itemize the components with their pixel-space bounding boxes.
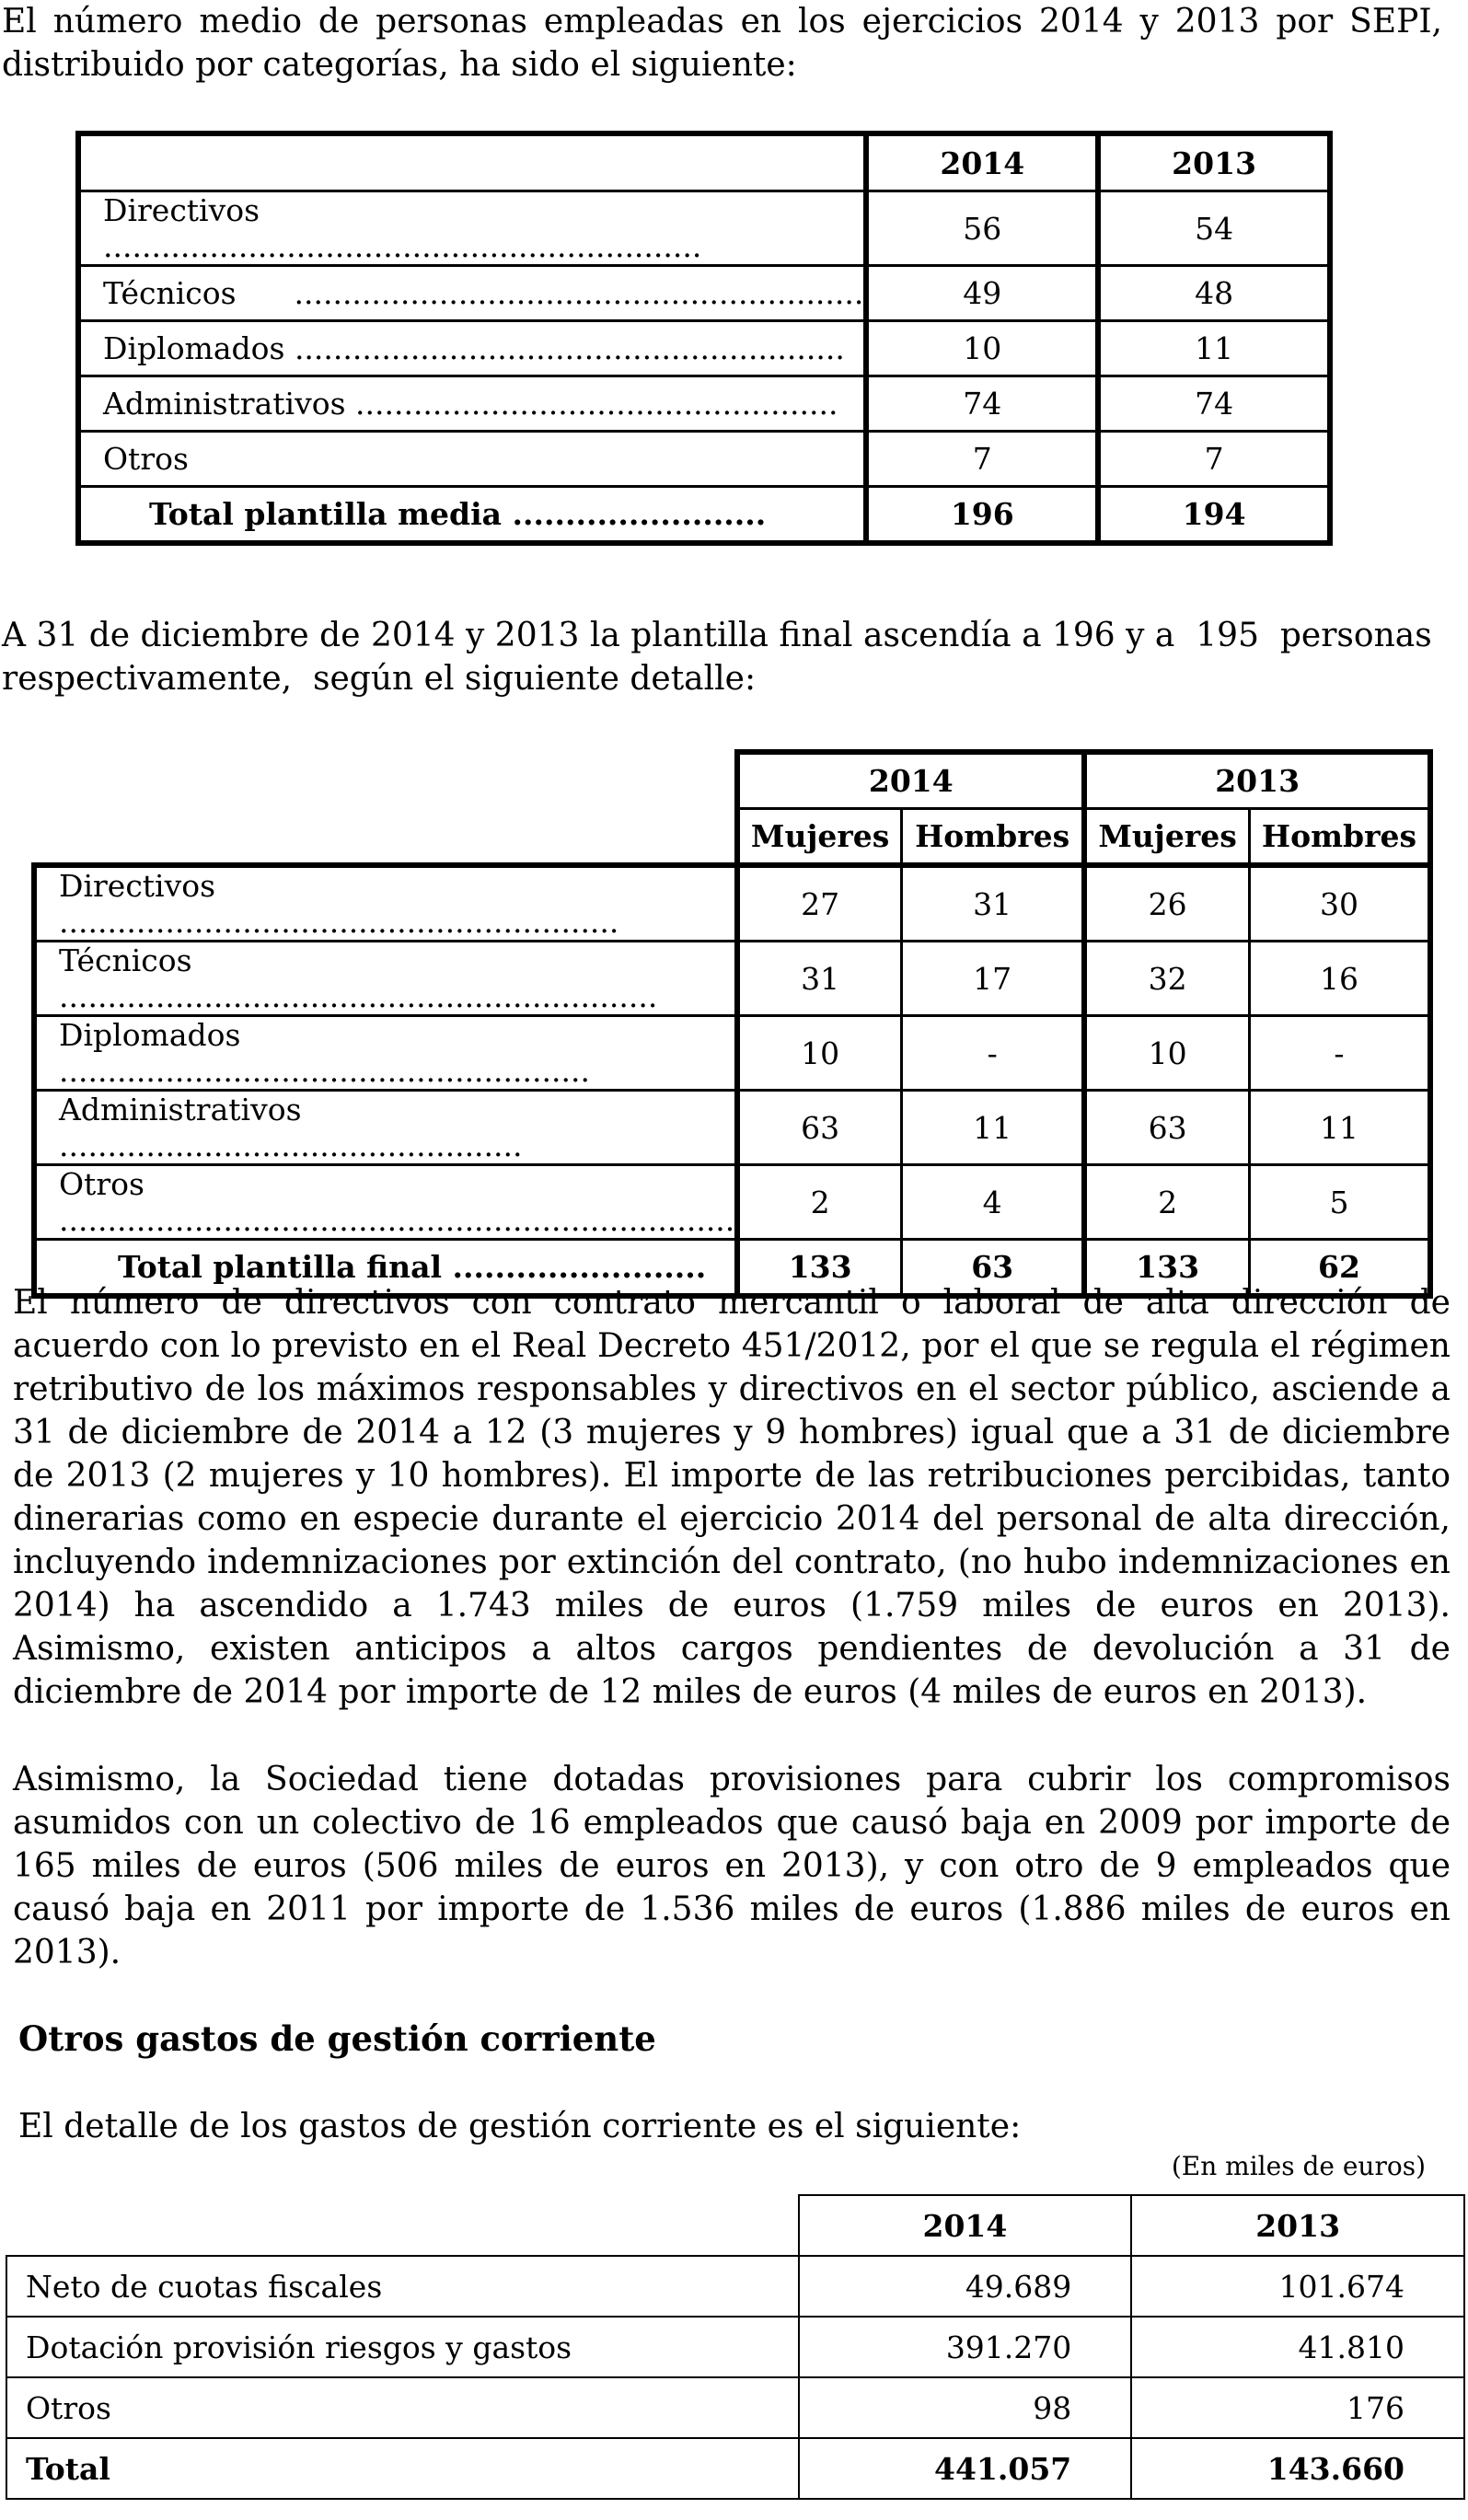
intro-paragraph-3: El detalle de los gastos de gestión corriente es el siguiente: — [18, 2108, 1022, 2145]
table-row — [34, 942, 1430, 1016]
row-label: Administrativos .................................................. — [78, 376, 866, 432]
section-heading: Otros gastos de gestión corriente — [18, 2018, 656, 2059]
value-2014: 49 — [866, 266, 1098, 321]
value-2013: 176 — [1131, 2377, 1464, 2438]
row-label: Otros ...................................................................... — [34, 1165, 737, 1240]
total-label: Total — [6, 2438, 799, 2499]
value-2013: 11 — [1098, 321, 1330, 376]
subheader-mujeres-2014: Mujeres — [737, 809, 901, 866]
table-row — [78, 321, 1330, 376]
value-2013: 101.674 — [1131, 2256, 1464, 2317]
value-mujeres-2013: 2 — [1084, 1165, 1249, 1240]
table2-year-2013: 2013 — [1084, 752, 1430, 809]
subheader-hombres-2014: Hombres — [902, 809, 1085, 866]
value-hombres-2014: 31 — [902, 865, 1085, 942]
directivos-text: El número de directivos con contrato mercantil o laboral de alta dirección de acuerdo con lo previsto en el Real Decreto 451/2012, por el que se regula el régimen retributivo de los máximos responsables y directivos en el sector público, asciende a 31 de diciembre de 2014 a 12 (3 mujeres y 9 hombres) igual que a 31 de diciembre de 2013 (2 mujeres y 10 hombres). El importe de las retribuciones percibidas, tanto dinerarias como en especie durante el ejercicio 2014 del personal de alta dirección, incluyendo indemnizaciones por extinción del contrato, (no hubo indemnizaciones en 2014) ha ascendido a 1.743 miles de euros (1.759 miles de euros en 2013). Asimismo, existen anticipos a altos cargos pendientes de devolución a 31 de diciembre de 2014 por importe de 12 miles de euros (4 miles de euros en 2013). — [13, 1284, 1451, 1711]
table1-header-2014: 2014 — [866, 133, 1098, 191]
row-label: Técnicos .............................................................. — [34, 942, 737, 1016]
table3-header-2014: 2014 — [799, 2195, 1132, 2256]
table-row — [6, 2317, 1464, 2377]
total-2013: 194 — [1098, 487, 1330, 544]
row-label: Otros — [78, 432, 866, 487]
value-2014: 10 — [866, 321, 1098, 376]
subheader-mujeres-2013: Mujeres — [1084, 809, 1249, 866]
row-label: Diplomados ....................................................... — [34, 1016, 737, 1091]
value-mujeres-2014: 2 — [737, 1165, 901, 1240]
value-2013: 74 — [1098, 376, 1330, 432]
table-row — [78, 191, 1330, 266]
row-label: Administrativos ................................................ — [34, 1091, 737, 1165]
value-hombres-2014: - — [902, 1016, 1085, 1091]
row-label: Técnicos ........................................................... — [78, 266, 866, 321]
value-2014: 7 — [866, 432, 1098, 487]
value-hombres-2014: 4 — [902, 1165, 1085, 1240]
table1-header-2013: 2013 — [1098, 133, 1330, 191]
subheader-hombres-2013: Hombres — [1249, 809, 1430, 866]
table-row — [6, 2256, 1464, 2317]
row-label: Directivos .............................................................. — [78, 191, 866, 266]
value-2014: 98 — [799, 2377, 1132, 2438]
units-label: (En miles de euros) — [1171, 2151, 1426, 2181]
total-hombres-2013: 62 — [1249, 1240, 1430, 1297]
table-row — [78, 266, 1330, 321]
management-expenses-table — [6, 2194, 1465, 2500]
row-label: Otros — [6, 2377, 799, 2438]
intro-paragraph-1 — [2, 0, 1442, 87]
table3-blank-header — [6, 2195, 799, 2256]
value-mujeres-2013: 10 — [1084, 1016, 1249, 1091]
total-hombres-2014: 63 — [902, 1240, 1085, 1297]
average-staff-table — [75, 131, 1333, 546]
directivos-paragraph — [13, 1281, 1451, 1714]
row-label: Diplomados ......................................................... — [78, 321, 866, 376]
value-hombres-2013: 16 — [1249, 942, 1430, 1016]
value-mujeres-2014: 63 — [737, 1091, 901, 1165]
table-row — [78, 376, 1330, 432]
total-label: Total plantilla media ........................ — [78, 487, 866, 544]
value-hombres-2014: 11 — [902, 1091, 1085, 1165]
value-mujeres-2013: 63 — [1084, 1091, 1249, 1165]
value-2013: 54 — [1098, 191, 1330, 266]
value-mujeres-2014: 10 — [737, 1016, 901, 1091]
table-row — [34, 1091, 1430, 1165]
value-2013: 48 — [1098, 266, 1330, 321]
table3-header-2013: 2013 — [1131, 2195, 1464, 2256]
row-label: Dotación provisión riesgos y gastos — [6, 2317, 799, 2377]
total-mujeres-2014: 133 — [737, 1240, 901, 1297]
table-row — [34, 1016, 1430, 1091]
value-2013: 41.810 — [1131, 2317, 1464, 2377]
value-mujeres-2014: 27 — [737, 865, 901, 942]
value-hombres-2013: - — [1249, 1016, 1430, 1091]
table-row — [34, 1165, 1430, 1240]
total-row — [78, 487, 1330, 544]
value-2014: 74 — [866, 376, 1098, 432]
table1-blank-header — [78, 133, 866, 191]
provisiones-text: Asimismo, la Sociedad tiene dotadas provisiones para cubrir los compromisos asumidos con un colectivo de 16 empleados que causó baja en 2009 por importe de 165 miles de euros (506 miles de euros en 2013), y con otro de 9 empleados que causó baja en 2011 por importe de 1.536 miles de euros (1.886 miles de euros en 2013). — [13, 1761, 1451, 1971]
final-staff-table — [31, 749, 1433, 1299]
intro-1-line-1: El número medio de personas empleadas en los ejercicios 2014 y 2013 por SEPI, — [2, 3, 1442, 40]
provisiones-paragraph — [13, 1758, 1451, 1974]
intro-2-line-2: respectivamente, según el siguiente detalle: — [2, 660, 757, 698]
value-2014: 56 — [866, 191, 1098, 266]
value-2014: 49.689 — [799, 2256, 1132, 2317]
table2-year-2014: 2014 — [737, 752, 1084, 809]
total-2013: 143.660 — [1131, 2438, 1464, 2499]
total-2014: 196 — [866, 487, 1098, 544]
value-hombres-2013: 30 — [1249, 865, 1430, 942]
table2-blank-corner — [34, 752, 737, 809]
intro-2-line-1: A 31 de diciembre de 2014 y 2013 la plantilla final ascendía a 196 y a 195 personas — [2, 617, 1432, 654]
value-mujeres-2013: 26 — [1084, 865, 1249, 942]
table-row — [78, 432, 1330, 487]
value-mujeres-2014: 31 — [737, 942, 901, 1016]
intro-paragraph-2 — [2, 614, 1456, 700]
total-2014: 441.057 — [799, 2438, 1132, 2499]
table2-blank-corner-2 — [34, 809, 737, 866]
value-hombres-2013: 11 — [1249, 1091, 1430, 1165]
value-hombres-2014: 17 — [902, 942, 1085, 1016]
row-label: Neto de cuotas fiscales — [6, 2256, 799, 2317]
total-mujeres-2013: 133 — [1084, 1240, 1249, 1297]
value-mujeres-2013: 32 — [1084, 942, 1249, 1016]
value-2014: 391.270 — [799, 2317, 1132, 2377]
row-label: Directivos .......................................................... — [34, 865, 737, 942]
total-label: Total plantilla final ........................ — [34, 1240, 737, 1297]
intro-1-line-2: distribuido por categorías, ha sido el siguiente: — [2, 46, 797, 84]
table-row — [6, 2377, 1464, 2438]
table-row — [34, 865, 1430, 942]
value-2013: 7 — [1098, 432, 1330, 487]
total-row — [6, 2438, 1464, 2499]
value-hombres-2013: 5 — [1249, 1165, 1430, 1240]
